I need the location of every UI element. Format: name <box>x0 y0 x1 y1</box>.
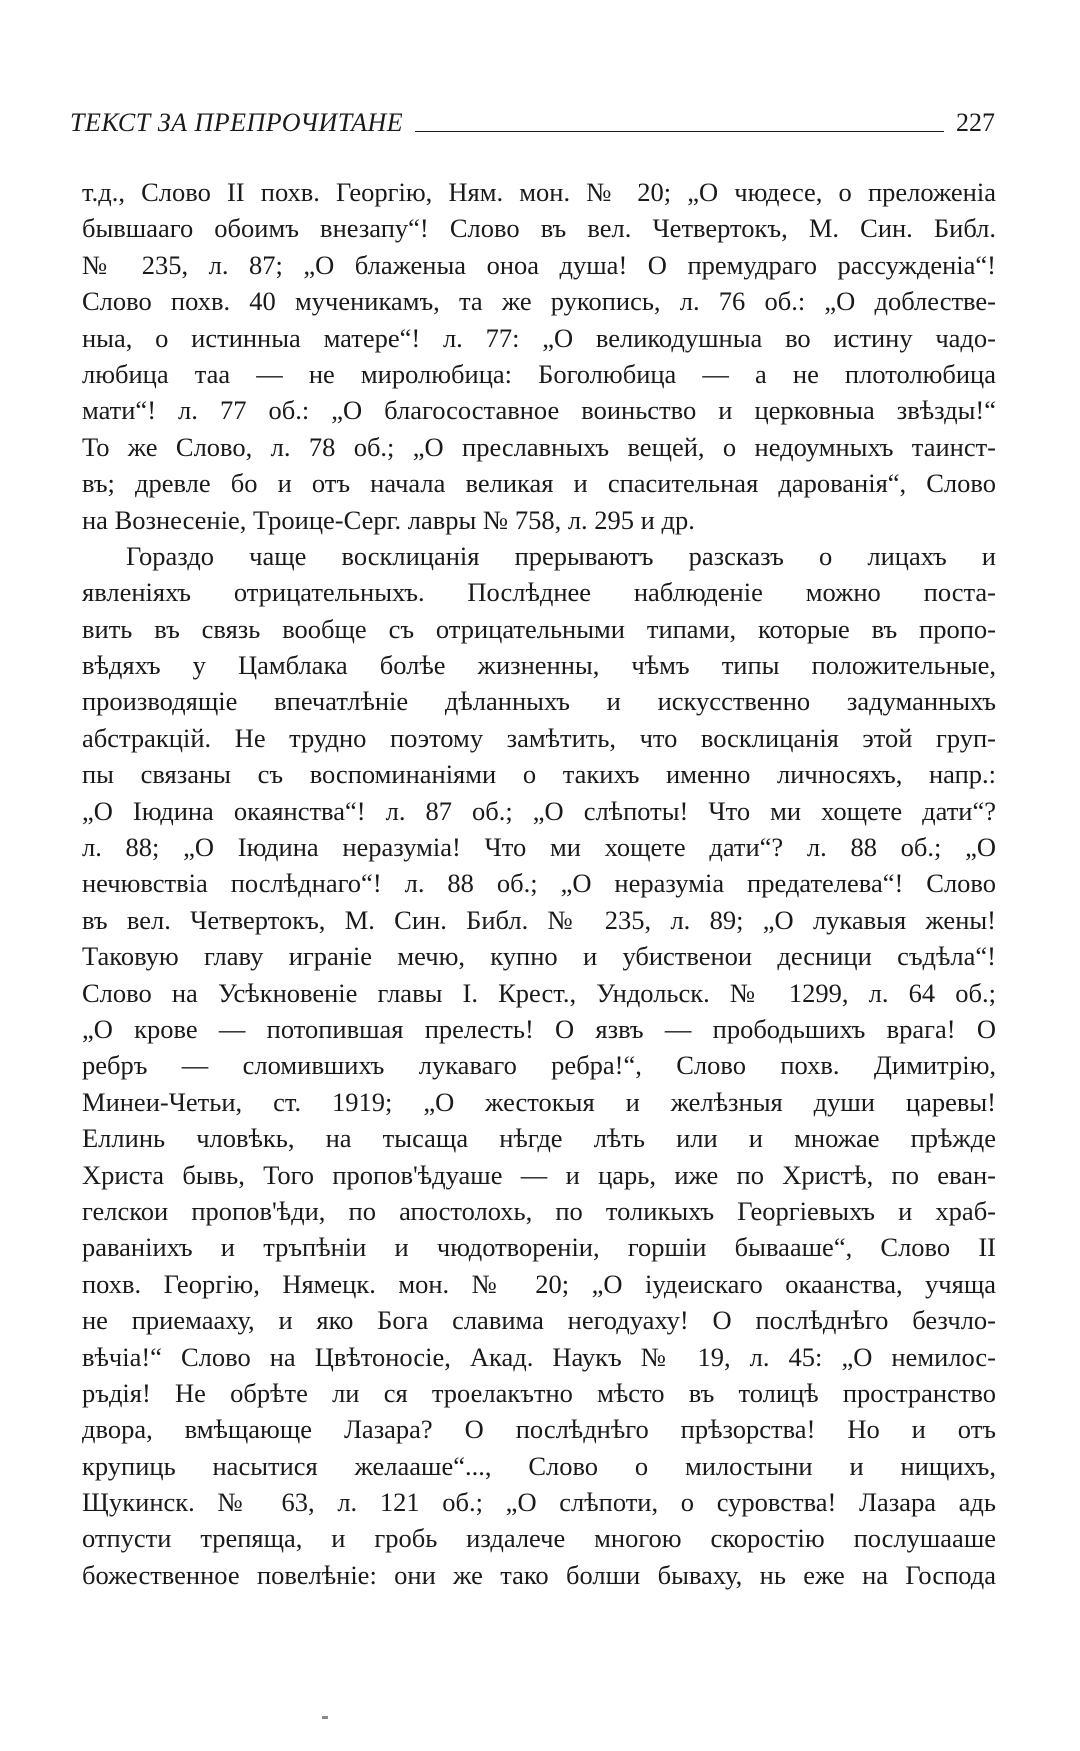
page-number: 227 <box>956 108 995 137</box>
text-line: крупиць насытися желааше“..., Слово о милостыни и нищихъ, <box>82 1450 996 1481</box>
text-line: двора, вмѣщающе Лазара? О послѣднѣго прѣзорства! Но и отъ <box>82 1414 996 1445</box>
running-header <box>70 108 995 138</box>
text-line: божественное повелѣніе: они же тако болши бываху, нь еже на Господа <box>82 1559 996 1590</box>
text-line: отпусти трепяща, и гробь издалече многою скоростію послушааше <box>82 1523 996 1554</box>
text-line: нечювствіа послѣднаго“! л. 88 об.; „О неразуміа предателева“! Слово <box>82 868 996 899</box>
text-line: Слово похв. 40 мученикамъ, та же рукопись, л. 76 об.: „О доблестве- <box>82 286 996 317</box>
text-line: Щукинск. № 63, л. 121 об.; „О слѣпоти, о суровства! Лазара адь <box>82 1487 996 1518</box>
paragraph-1 <box>82 174 996 538</box>
text-line: гелскои пропов'ѣди, по апостолохь, по толикыхъ Георгіевыхъ и храб- <box>82 1195 996 1226</box>
text-line: „О Іюдина окаянства“! л. 87 об.; „О слѣпоты! Что ми хощете дати“? <box>82 795 996 826</box>
text-line: т.д., Слово II похв. Георгію, Ням. мон. № 20; „О чюдесе, о преложеніа <box>82 177 996 207</box>
scan-speck <box>322 1716 328 1719</box>
text-line: Еллинь чловѣкь, на тысаща нѣгде лѣть или и множае прѣжде <box>82 1123 996 1154</box>
text-line: вить въ связь вообще съ отрицательными типами, которые въ пропо- <box>82 613 996 644</box>
text-line: вѣдяхъ у Цамблака болѣе жизненны, чѣмъ типы положительные, <box>82 650 996 681</box>
text-line: Минеи-Четьи, ст. 1919; „О жестокыя и желѣзныя души царевы! <box>82 1086 996 1117</box>
header-rule <box>415 131 944 132</box>
text-line: Гораздо чаще восклицанія прерываютъ разсказъ о лицахъ и <box>126 540 996 571</box>
text-line: явленіяхъ отрицательныхъ. Послѣднее наблюденіе можно поста- <box>82 577 996 608</box>
text-line: ръдія! Не обрѣте ли ся троелакътно мѣсто въ толицѣ пространство <box>82 1377 996 1408</box>
text-line: производящіе впечатлѣніе дѣланныхъ и искусственно задуманныхъ <box>82 686 996 717</box>
body-text <box>82 174 996 1593</box>
text-line: бывшааго обоимъ внезапу“! Слово въ вел. Четвертокъ, М. Син. Библ. <box>82 213 996 244</box>
text-line: ребръ — сломившихъ лукаваго ребра!“, Слово похв. Димитрію, <box>82 1050 996 1081</box>
text-line: Таковую главу играніе мечю, купно и убиственои десници съдѣла“! <box>82 941 996 972</box>
text-line: пы связаны съ воспоминаніями о такихъ именно личносяхъ, напр.: <box>82 759 996 790</box>
text-line: То же Слово, л. 78 об.; „О преславныхъ вещей, о недоумныхъ таинст- <box>82 431 996 462</box>
text-line: л. 88; „О Іюдина неразуміа! Что ми хощете дати“? л. 88 об.; „О <box>82 832 996 863</box>
text-line: Христа бывь, Того пропов'ѣдуаше — и царь, иже по Христѣ, по еван- <box>82 1159 996 1190</box>
text-line: ныа, о истинныа матере“! л. 77: „О великодушныа во истину чадо- <box>82 322 996 353</box>
running-title: ТЕКСТ ЗА ПРЕПРОЧИТАНЕ <box>70 108 404 137</box>
text-line: похв. Георгію, Нямецк. мон. № 20; „О іудеискаго окаанства, учяща <box>82 1268 996 1299</box>
text-line: на Вознесеніе, Троице-Серг. лавры № 758, л. 295 и др. <box>82 504 695 535</box>
paragraph-2 <box>82 538 996 1593</box>
text-line: вѣчіа!“ Слово на Цвѣтоносіе, Акад. Наукъ № 19, л. 45: „О немилос- <box>82 1341 996 1372</box>
text-line: „О крове — потопившая прелесть! О язвъ — прободьшихъ врага! О <box>82 1013 996 1044</box>
text-line: абстракцій. Не трудно поэтому замѣтить, что восклицанія этой груп- <box>82 722 996 753</box>
text-line: № 235, л. 87; „О блаженыа оноа душа! О премудраго рассужденіа“! <box>82 249 996 280</box>
text-line: Слово на Усѣкновеніе главы І. Крест., Ундольск. № 1299, л. 64 об.; <box>82 977 996 1008</box>
text-line: не приемааху, и яко Бога славима негодуаху! О послѣднѣго безчло- <box>82 1305 996 1336</box>
text-line: раваніихъ и тръпѣніи и чюдотвореніи, горшіи бывааше“, Слово II <box>82 1232 996 1263</box>
text-line: въ; древле бо и отъ начала великая и спасительная дарованія“, Слово <box>82 468 996 499</box>
text-line: мати“! л. 77 об.: „О благосоставное воиньство и церковныа звѣзды!“ <box>82 395 996 426</box>
text-line: въ вел. Четвертокъ, М. Син. Библ. № 235, л. 89; „О лукавыя жены! <box>82 904 996 935</box>
text-line: любица таа — не миролюбица: Боголюбица — а не плотолюбица <box>82 358 996 389</box>
